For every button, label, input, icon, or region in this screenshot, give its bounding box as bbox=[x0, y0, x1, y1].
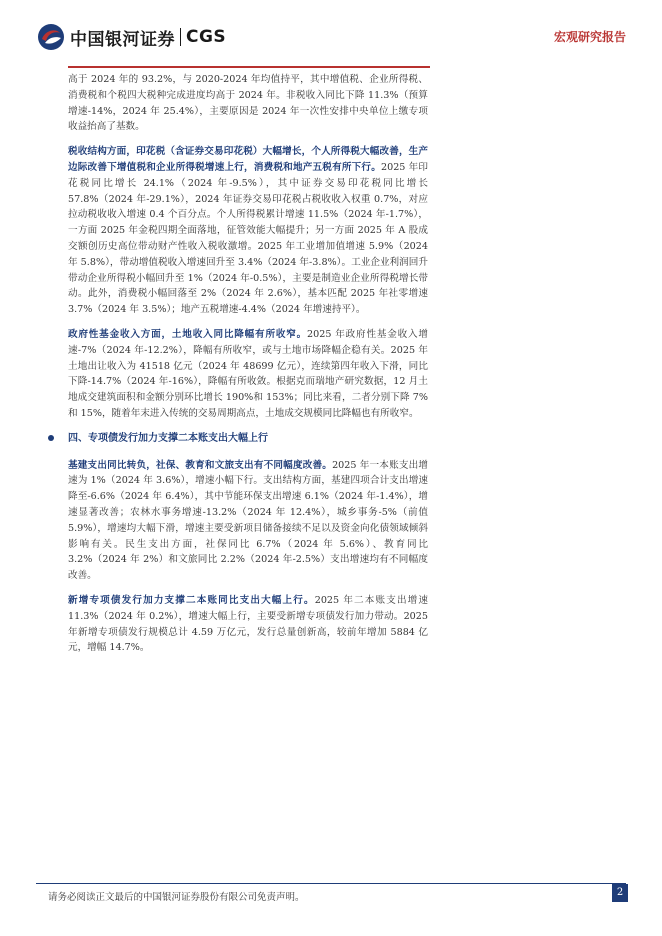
paragraph bbox=[68, 593, 428, 656]
paragraph-lead: 基建支出同比转负，社保、教育和文旅支出有不同幅度改善。 bbox=[68, 459, 333, 471]
paragraph-text: 2025 年印花税同比增长 24.1%（2024 年-9.5%），其中证券交易印花税同比增长 57.8%（2024 年-29.1%），2024 年证券交易印花税占税收收入权重 0.7%，对应拉动税收收入增速 0.4 个百分点。个人所得税累计增速 11.5%（2024 年-1.7%），一方面 2025 年金税四期全面落地，征管效能大幅提升；另一方面 2025 年 A 股成交额创历史高位带动财产性收入税收激增。2025 年工业增加值增速 5.9%（2024 年 5.8%），带动增值税收入增速回升至 3.4%（2024 年-3.8%）。工业企业利润回升带动企业所得税小幅回升至 1%（2024 年-0.5%），主要是制造业企业所得税增长带动。此外，消费税小幅回落至 2%（2024 年 2.6%），基本匹配 2025 年社零增速 3.7%（2024 年 3.5%）；地产五税增速-4.4%（2024 年增速持平）。 bbox=[68, 161, 429, 316]
logo-divider bbox=[180, 28, 181, 46]
report-body bbox=[68, 72, 428, 665]
paragraph-text: 2025 年政府性基金收入增速-7%（2024 年-12.2%），降幅有所收窄，或与土地市场降幅企稳有关。2025 年土地出让收入为 41518 亿元（2024 年 48699 亿元），连续第四年收入下滑，同比下降-14.7%（2024 年-16%），降幅有所收敛。根据克而瑞地产研究数据，12 月土地成交建筑面积和金额分别环比增长 190%和 153%；同比来看，二者分别下降 7%和 15%，随着年末进入传统的交易周期高点，土地成交规模同比降幅也有所收窄。 bbox=[68, 328, 429, 419]
paragraph-lead: 新增专项债发行加力支撑二本账同比支出大幅上行。 bbox=[68, 594, 315, 606]
logo-chinese-name: 中国银河证券 bbox=[70, 29, 175, 50]
paragraph bbox=[68, 72, 428, 135]
page-number: 2 bbox=[612, 884, 628, 902]
section-title: 四、专项债发行加力支撑二本账支出大幅上行 bbox=[68, 432, 268, 444]
page-header bbox=[0, 0, 662, 70]
bullet-icon bbox=[48, 435, 54, 441]
report-type-label: 宏观研究报告 bbox=[553, 30, 626, 44]
paragraph-lead: 税收结构方面，印花税（含证券交易印花税）大幅增长，个人所得税大幅改善，生产边际改善下增值税和企业所得税增速上行，消费税和地产五税有所下行。 bbox=[68, 146, 428, 173]
header-divider bbox=[68, 66, 430, 68]
company-logo bbox=[36, 22, 226, 52]
paragraph bbox=[68, 327, 428, 422]
logo-english-name: CGS bbox=[186, 27, 227, 47]
paragraph bbox=[68, 458, 428, 584]
paragraph bbox=[68, 144, 428, 318]
cgs-logo-icon bbox=[36, 22, 66, 52]
footer-disclaimer: 请务必阅读正文最后的中国银河证券股份有限公司免责声明。 bbox=[48, 892, 305, 903]
footer-divider bbox=[36, 883, 626, 884]
paragraph-text: 2025 年二本账支出增速 11.3%（2024 年 0.2%），增速大幅上行，主要受新增专项债发行加力带动。2025 年新增专项债发行规模总计 4.59 万亿元，发行总量创新高，较前年增加 5884 亿元，增幅 14.7%。 bbox=[68, 594, 428, 654]
section-heading bbox=[68, 431, 428, 447]
paragraph-text: 2025 年一本账支出增速为 1%（2024 年 3.6%），增速小幅下行。支出结构方面，基建四项合计支出增速降至-6.6%（2024 年 6.4%），其中节能环保支出增速 6.1%（2024 年-1.4%），增速显著改善；农林水事务增速-13.2%（2024 年 12.4%），城乡事务-5%（前值 5.9%），增速均大幅下滑，增速主要受新项目储备接续不足以及资金向化债领域倾斜影响有关。民生支出方面，社保同比 6.7%（2024 年 5.6%）、教育同比 3.2%（2024 年 2%）和文旅同比 2.2%（2024 年-2.5%）支出增速均有不同幅度改善。 bbox=[68, 459, 429, 582]
paragraph-lead: 政府性基金收入方面，土地收入同比降幅有所收窄。 bbox=[68, 328, 308, 340]
paragraph-text: 高于 2024 年的 93.2%，与 2020-2024 年均值持平，其中增值税、企业所得税、消费税和个税四大税种完成进度均高于 2024 年。非税收入同比下降 11.3%（预算增速-14%，2024 年 25.4%），主要原因是 2024 年一次性安排中央单位上缴专项收益抬高了基数。 bbox=[68, 74, 428, 133]
